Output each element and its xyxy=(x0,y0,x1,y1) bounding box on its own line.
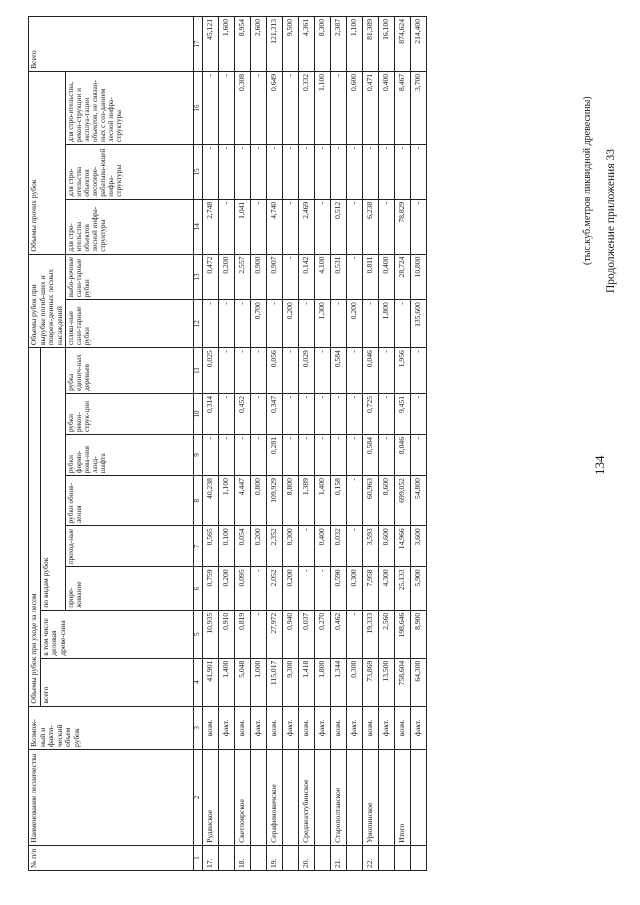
row-number xyxy=(378,845,394,870)
value-cell: 1,100 xyxy=(218,476,234,526)
value-cell: 1,041 xyxy=(234,199,250,254)
value-cell: - xyxy=(250,610,266,658)
value-cell: - xyxy=(410,393,426,434)
row-number xyxy=(218,845,234,870)
col-number: 8 xyxy=(194,476,203,526)
col-number: 15 xyxy=(194,145,203,200)
value-cell: - xyxy=(362,300,378,348)
value-cell: - xyxy=(298,300,314,348)
value-cell: 8,600 xyxy=(378,476,394,526)
value-cell: 0,472 xyxy=(202,254,218,300)
value-cell: - xyxy=(314,434,330,475)
page-number: 134 xyxy=(592,455,607,475)
value-cell: 121,313 xyxy=(266,17,282,72)
value-cell: 0,649 xyxy=(266,71,282,144)
table-row xyxy=(378,17,394,871)
forestry-name xyxy=(410,750,426,846)
value-cell: 0,910 xyxy=(218,610,234,658)
value-cell: 40,238 xyxy=(202,476,218,526)
value-cell: - xyxy=(362,145,378,200)
value-cell: - xyxy=(330,71,346,144)
value-cell: 1,800 xyxy=(314,658,330,706)
value-cell: - xyxy=(314,393,330,434)
header-dead-group: Объемы рубок при вырубке погиб-ших и повреж-денных лесных насаждений xyxy=(29,254,66,348)
col-number: 14 xyxy=(194,199,203,254)
value-cell: - xyxy=(298,393,314,434)
value-cell: 19,333 xyxy=(362,610,378,658)
value-cell: 10,935 xyxy=(202,610,218,658)
value-cell: - xyxy=(378,393,394,434)
table-row xyxy=(298,17,314,871)
value-cell: 4,447 xyxy=(234,476,250,526)
forestry-name: Серафимовичское xyxy=(266,750,282,846)
col-number: 2 xyxy=(194,750,203,846)
value-cell: 0,300 xyxy=(346,567,362,610)
value-cell: 0,300 xyxy=(282,526,298,567)
value-cell: 78,829 xyxy=(394,199,410,254)
value-cell: - xyxy=(410,434,426,475)
value-cell: 2,560 xyxy=(378,610,394,658)
volume-kind: возм. xyxy=(394,706,410,749)
volume-kind: возм. xyxy=(266,706,282,749)
table-row xyxy=(234,17,250,871)
header-single: рубка единич-ных деревьев xyxy=(66,348,194,394)
value-cell: 3,593 xyxy=(362,526,378,567)
col-number: 10 xyxy=(194,393,203,434)
value-cell: 5,048 xyxy=(234,658,250,706)
forestry-name xyxy=(218,750,234,846)
value-cell: - xyxy=(250,71,266,144)
value-cell: 0,590 xyxy=(330,567,346,610)
value-cell: - xyxy=(394,145,410,200)
value-cell: - xyxy=(410,199,426,254)
volume-kind: факт. xyxy=(218,706,234,749)
value-cell: 214,400 xyxy=(410,17,426,72)
value-cell: 0,400 xyxy=(378,254,394,300)
row-number: 21. xyxy=(330,845,346,870)
forestry-name: Светлоярское xyxy=(234,750,250,846)
volume-kind: факт. xyxy=(378,706,394,749)
value-cell: - xyxy=(282,145,298,200)
value-cell: - xyxy=(298,434,314,475)
value-cell: - xyxy=(282,434,298,475)
value-cell: - xyxy=(346,393,362,434)
value-cell: - xyxy=(202,434,218,475)
value-cell: - xyxy=(330,434,346,475)
value-cell: - xyxy=(218,348,234,394)
value-cell: 0,565 xyxy=(202,526,218,567)
value-cell: 14,966 xyxy=(394,526,410,567)
col-number: 1 xyxy=(194,845,203,870)
value-cell: - xyxy=(410,348,426,394)
header-total: Всего xyxy=(29,17,194,72)
value-cell: 25,133 xyxy=(394,567,410,610)
value-cell: - xyxy=(250,393,266,434)
col-number: 4 xyxy=(194,658,203,706)
value-cell: - xyxy=(298,567,314,610)
value-cell: - xyxy=(330,300,346,348)
value-cell: - xyxy=(202,300,218,348)
value-cell: 0,046 xyxy=(362,348,378,394)
table-row xyxy=(250,17,266,871)
value-cell: - xyxy=(282,393,298,434)
value-cell: 2,557 xyxy=(234,254,250,300)
value-cell: - xyxy=(298,145,314,200)
value-cell: 0,308 xyxy=(234,71,250,144)
value-cell: - xyxy=(314,348,330,394)
table-row xyxy=(266,17,282,871)
value-cell: 1,418 xyxy=(298,658,314,706)
header-all: всего xyxy=(40,658,194,706)
value-cell: 0,600 xyxy=(378,526,394,567)
value-cell: - xyxy=(218,71,234,144)
header-other-group: Объемы прочих рубок xyxy=(29,71,66,254)
value-cell: - xyxy=(234,434,250,475)
value-cell: 28,724 xyxy=(394,254,410,300)
value-cell: 3,600 xyxy=(410,526,426,567)
value-cell: 1,400 xyxy=(218,658,234,706)
forestry-name xyxy=(282,750,298,846)
value-cell: 2,748 xyxy=(202,199,218,254)
value-cell: - xyxy=(202,145,218,200)
value-cell: - xyxy=(378,199,394,254)
value-cell: 8,800 xyxy=(282,476,298,526)
value-cell: - xyxy=(250,567,266,610)
value-cell: 0,270 xyxy=(314,610,330,658)
forestry-name: Старополтавское xyxy=(330,750,346,846)
value-cell: 0,200 xyxy=(282,567,298,610)
forestry-name: Среднеахтубинское xyxy=(298,750,314,846)
value-cell: 13,500 xyxy=(378,658,394,706)
volume-kind: факт. xyxy=(250,706,266,749)
volume-kind: факт. xyxy=(314,706,330,749)
table-row xyxy=(314,17,330,871)
forestry-name: Рудянское xyxy=(202,750,218,846)
col-number: 13 xyxy=(194,254,203,300)
value-cell: 41,901 xyxy=(202,658,218,706)
value-cell: - xyxy=(234,145,250,200)
row-number xyxy=(250,845,266,870)
value-cell: - xyxy=(218,300,234,348)
value-cell: 0,200 xyxy=(346,300,362,348)
value-cell: - xyxy=(250,434,266,475)
value-cell: - xyxy=(250,199,266,254)
value-cell: - xyxy=(218,145,234,200)
value-cell: 0,025 xyxy=(202,348,218,394)
forestry-name xyxy=(346,750,362,846)
value-cell: 9,300 xyxy=(282,658,298,706)
value-cell: - xyxy=(218,393,234,434)
value-cell: - xyxy=(346,145,362,200)
row-number: 19. xyxy=(266,845,282,870)
value-cell: 9,451 xyxy=(394,393,410,434)
value-cell: - xyxy=(346,199,362,254)
col-number: 11 xyxy=(194,348,203,394)
header-other-2: для стро-ительства объектов лесопере-рабатыва-ющей инфра-структуры xyxy=(66,145,194,200)
row-number xyxy=(410,845,426,870)
header-renew: рубки обнов-ления xyxy=(66,476,194,526)
value-cell: 3,700 xyxy=(410,71,426,144)
value-cell: 1,389 xyxy=(298,476,314,526)
col-number: 7 xyxy=(194,526,203,567)
value-cell: - xyxy=(266,145,282,200)
value-cell: - xyxy=(378,434,394,475)
value-cell: - xyxy=(250,348,266,394)
header-pass: проход-ные xyxy=(66,526,194,567)
value-cell: 2,387 xyxy=(330,17,346,72)
value-cell: 0,400 xyxy=(378,71,394,144)
volume-kind: факт. xyxy=(410,706,426,749)
value-cell: 0,158 xyxy=(330,476,346,526)
value-cell: 109,929 xyxy=(266,476,282,526)
col-number: 5 xyxy=(194,610,203,658)
value-cell: - xyxy=(378,348,394,394)
value-cell: 874,624 xyxy=(394,17,410,72)
value-cell: - xyxy=(234,348,250,394)
value-cell: 0,142 xyxy=(298,254,314,300)
value-cell: - xyxy=(346,526,362,567)
value-cell: 1,956 xyxy=(394,348,410,394)
value-cell: 0,800 xyxy=(250,476,266,526)
value-cell: 0,700 xyxy=(250,300,266,348)
row-number: 20. xyxy=(298,845,314,870)
table-body xyxy=(202,17,426,871)
value-cell: 0,029 xyxy=(298,348,314,394)
value-cell: 0,056 xyxy=(266,348,282,394)
forestry-name: Итого xyxy=(394,750,410,846)
value-cell: 1,100 xyxy=(314,71,330,144)
value-cell: - xyxy=(250,145,266,200)
value-cell: 758,604 xyxy=(394,658,410,706)
volume-kind: возм. xyxy=(330,706,346,749)
row-number: 18. xyxy=(234,845,250,870)
value-cell: - xyxy=(410,145,426,200)
value-cell: 0,200 xyxy=(282,300,298,348)
header-num: № п/п xyxy=(29,845,194,870)
value-cell: 699,052 xyxy=(394,476,410,526)
table-row xyxy=(346,17,362,871)
value-cell: 0,054 xyxy=(234,526,250,567)
value-cell: 198,646 xyxy=(394,610,410,658)
value-cell: - xyxy=(330,393,346,434)
value-cell: 81,389 xyxy=(362,17,378,72)
value-cell: 0,725 xyxy=(362,393,378,434)
value-cell: 1,344 xyxy=(330,658,346,706)
row-number: 17. xyxy=(202,845,218,870)
value-cell: 0,462 xyxy=(330,610,346,658)
value-cell: 16,100 xyxy=(378,17,394,72)
volume-kind: возм. xyxy=(234,706,250,749)
header-by-type: по видам рубок xyxy=(40,348,66,611)
forestry-name: Урюпинское xyxy=(362,750,378,846)
table-row xyxy=(362,17,378,871)
value-cell: 73,869 xyxy=(362,658,378,706)
value-cell: 0,347 xyxy=(266,393,282,434)
col-number: 17 xyxy=(194,17,203,72)
value-cell: 0,531 xyxy=(330,254,346,300)
value-cell: 0,759 xyxy=(202,567,218,610)
row-number: 22. xyxy=(362,845,378,870)
value-cell: 0,907 xyxy=(266,254,282,300)
value-cell: 54,800 xyxy=(410,476,426,526)
header-thin: прорe-живание xyxy=(66,567,194,610)
row-number xyxy=(394,845,410,870)
value-cell: 1,300 xyxy=(314,300,330,348)
value-cell: 135,600 xyxy=(410,300,426,348)
value-cell: 0,095 xyxy=(234,567,250,610)
value-cell: 0,200 xyxy=(218,254,234,300)
value-cell: 8,900 xyxy=(410,610,426,658)
value-cell: 0,314 xyxy=(202,393,218,434)
forestry-name xyxy=(378,750,394,846)
value-cell: - xyxy=(234,300,250,348)
value-cell: 2,052 xyxy=(266,567,282,610)
value-cell: 0,200 xyxy=(250,526,266,567)
value-cell: 0,032 xyxy=(330,526,346,567)
volume-kind: факт. xyxy=(282,706,298,749)
table-row xyxy=(330,17,346,871)
col-number: 12 xyxy=(194,300,203,348)
value-cell: 1,000 xyxy=(250,658,266,706)
header-other-3: для стро-ительства, рекон-струкции и эксплуа-тации объектов, не связан-ных с соз-данием лесной инфра-структуры xyxy=(66,71,194,144)
column-number-row xyxy=(194,17,203,871)
value-cell: 0,100 xyxy=(218,526,234,567)
value-cell: 4,361 xyxy=(298,17,314,72)
value-cell: 0,471 xyxy=(362,71,378,144)
value-cell: 0,300 xyxy=(346,658,362,706)
value-cell: - xyxy=(346,476,362,526)
forestry-name xyxy=(314,750,330,846)
table-row xyxy=(410,17,426,871)
value-cell: 8,046 xyxy=(394,434,410,475)
continuation-title: Продолжение приложения 33 xyxy=(605,149,617,293)
volume-kind: возм. xyxy=(298,706,314,749)
header-incl: в том числе деловая древе-сина xyxy=(40,610,194,658)
value-cell: 0,900 xyxy=(250,254,266,300)
value-cell: 4,740 xyxy=(266,199,282,254)
header-care-group: Объемы рубок при уходе за лесом xyxy=(29,348,41,706)
table-row xyxy=(218,17,234,871)
col-number: 6 xyxy=(194,567,203,610)
value-cell: 0,811 xyxy=(362,254,378,300)
value-cell: - xyxy=(282,199,298,254)
table-row xyxy=(394,17,410,871)
value-cell: 1,400 xyxy=(314,476,330,526)
volume-kind: возм. xyxy=(202,706,218,749)
value-cell: 1,100 xyxy=(346,17,362,72)
value-cell: 0,600 xyxy=(346,71,362,144)
value-cell: - xyxy=(282,348,298,394)
value-cell: 0,584 xyxy=(330,348,346,394)
header-name: Наименование лесничества xyxy=(29,750,194,846)
header-solid: сплош-ные сани-тарные рубки xyxy=(66,300,194,348)
value-cell: - xyxy=(218,199,234,254)
value-cell: 4,300 xyxy=(378,567,394,610)
value-cell: 64,300 xyxy=(410,658,426,706)
value-cell: 0,400 xyxy=(314,526,330,567)
header-possible: Возмож-ный и факти-ческий объем рубок xyxy=(29,706,194,749)
row-number xyxy=(346,845,362,870)
value-cell: 0,281 xyxy=(266,434,282,475)
value-cell: 60,963 xyxy=(362,476,378,526)
value-cell: 0,037 xyxy=(298,610,314,658)
table-row xyxy=(202,17,218,871)
value-cell: 0,940 xyxy=(282,610,298,658)
value-cell: 0,452 xyxy=(234,393,250,434)
value-cell: 2,469 xyxy=(298,199,314,254)
value-cell: 0,819 xyxy=(234,610,250,658)
units-note: (тыс.куб.метров ликвидной древесины) xyxy=(582,96,593,265)
volume-kind: возм. xyxy=(362,706,378,749)
value-cell: - xyxy=(266,300,282,348)
value-cell: 115,017 xyxy=(266,658,282,706)
value-cell: - xyxy=(346,434,362,475)
row-number xyxy=(282,845,298,870)
value-cell: 7,958 xyxy=(362,567,378,610)
value-cell: 27,972 xyxy=(266,610,282,658)
value-cell: 2,600 xyxy=(250,17,266,72)
forestry-name xyxy=(250,750,266,846)
value-cell: 9,500 xyxy=(282,17,298,72)
value-cell: 4,100 xyxy=(314,254,330,300)
value-cell: 6,238 xyxy=(362,199,378,254)
value-cell: - xyxy=(298,526,314,567)
value-cell: - xyxy=(378,145,394,200)
value-cell: 1,800 xyxy=(378,300,394,348)
value-cell: - xyxy=(346,254,362,300)
col-number: 3 xyxy=(194,706,203,749)
value-cell: 0,332 xyxy=(298,71,314,144)
col-number: 16 xyxy=(194,71,203,144)
value-cell: - xyxy=(202,71,218,144)
value-cell: 2,352 xyxy=(266,526,282,567)
value-cell: 0,200 xyxy=(218,567,234,610)
value-cell: 10,800 xyxy=(410,254,426,300)
col-number: 9 xyxy=(194,434,203,475)
value-cell: 0,584 xyxy=(362,434,378,475)
header-other-1: для стро-ительства объектов лесной инфра-структуры xyxy=(66,199,194,254)
value-cell: 1,600 xyxy=(218,17,234,72)
value-cell: 45,121 xyxy=(202,17,218,72)
table-row xyxy=(282,17,298,871)
value-cell: - xyxy=(394,300,410,348)
value-cell: - xyxy=(314,199,330,254)
value-cell: 5,900 xyxy=(410,567,426,610)
row-number xyxy=(314,845,330,870)
value-cell: - xyxy=(314,567,330,610)
value-cell: - xyxy=(282,71,298,144)
value-cell: - xyxy=(346,610,362,658)
value-cell: 0,512 xyxy=(330,199,346,254)
value-cell: - xyxy=(282,254,298,300)
value-cell: - xyxy=(218,434,234,475)
volume-kind: факт. xyxy=(346,706,362,749)
value-cell: - xyxy=(346,348,362,394)
value-cell: - xyxy=(330,145,346,200)
header-recon: рубки рекон-струк-ции xyxy=(66,393,194,434)
header-select: выбо-рочные сани-тарные рубки xyxy=(66,254,194,300)
value-cell: - xyxy=(314,145,330,200)
header-landscape: рубки форми-рова-ния ланд-шафта xyxy=(66,434,194,475)
value-cell: 8,300 xyxy=(314,17,330,72)
value-cell: 8,954 xyxy=(234,17,250,72)
value-cell: 8,467 xyxy=(394,71,410,144)
felling-volume-table xyxy=(28,16,580,871)
